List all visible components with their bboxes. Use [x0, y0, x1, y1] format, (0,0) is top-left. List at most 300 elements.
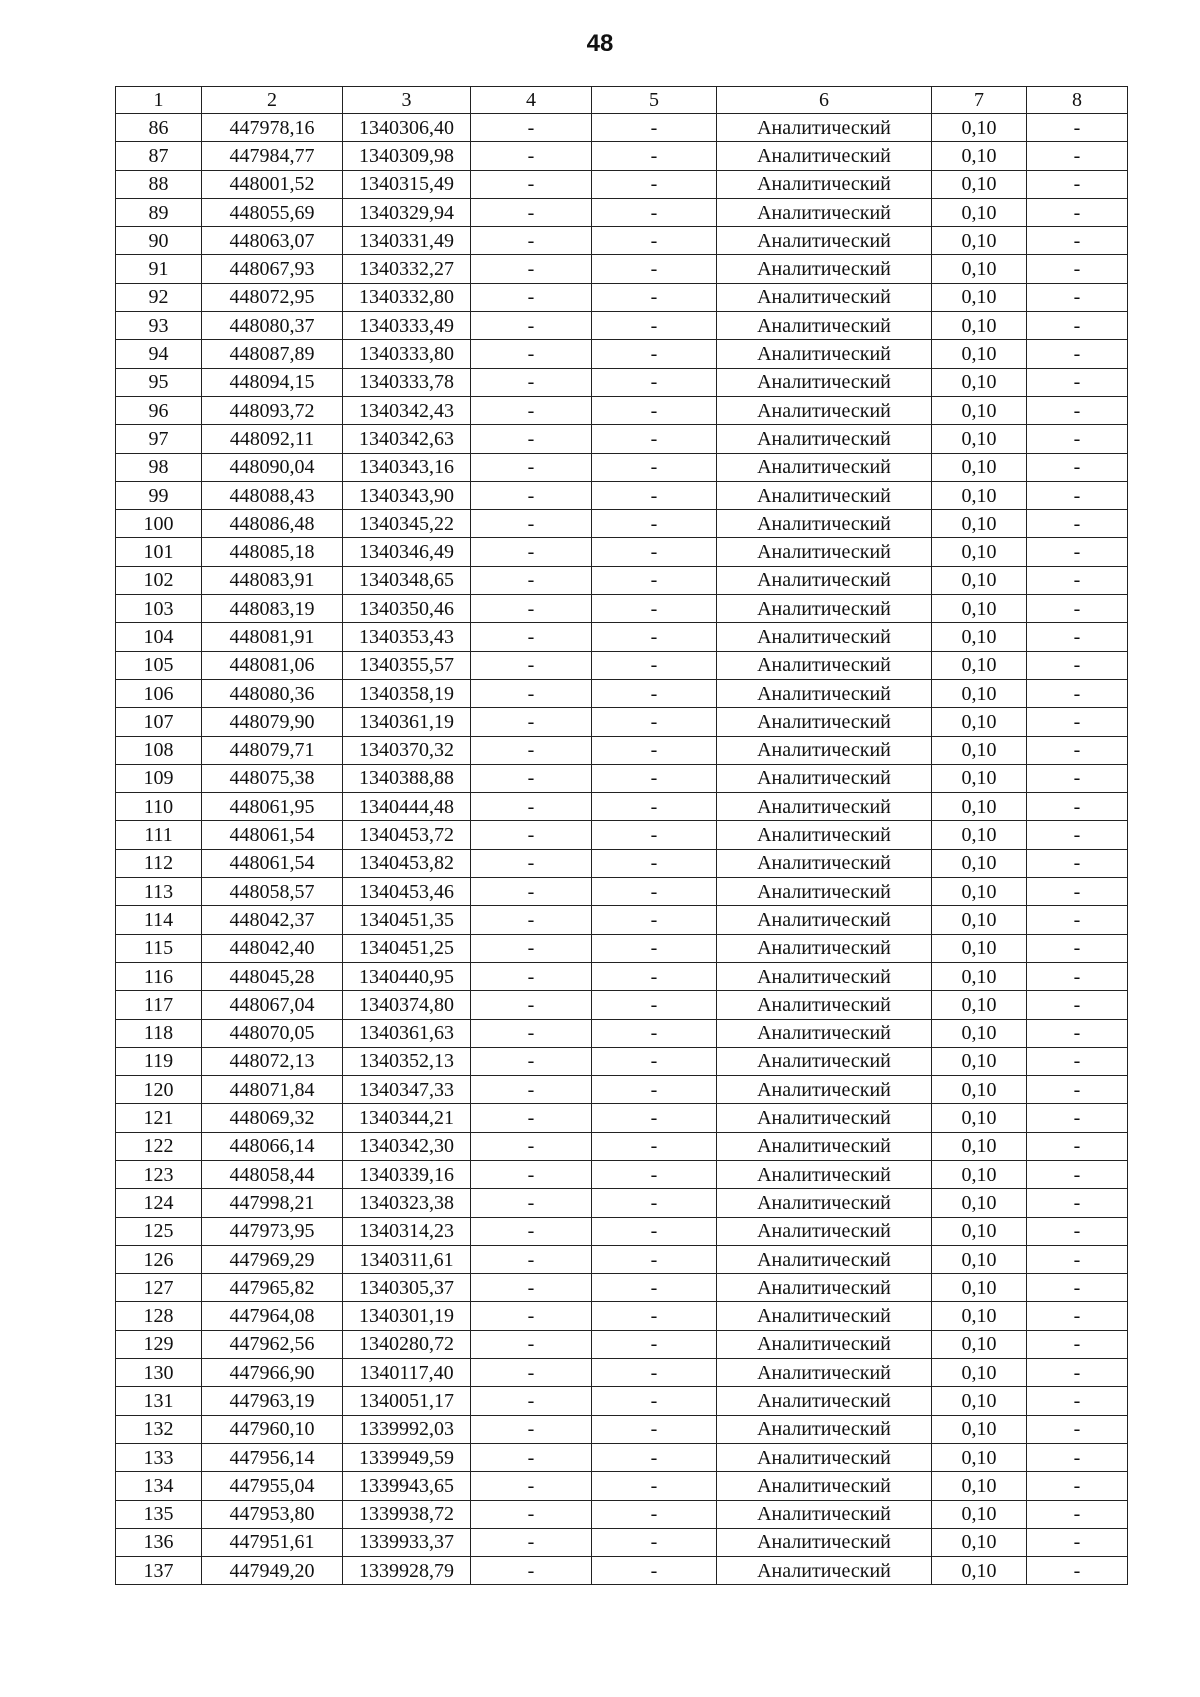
column-4-cell: -	[471, 878, 592, 906]
x-coordinate-cell: 447969,29	[202, 1245, 343, 1273]
accuracy-cell: 0,10	[932, 283, 1027, 311]
y-coordinate-cell: 1340315,49	[343, 170, 471, 198]
column-8-cell: -	[1027, 1104, 1128, 1132]
method-cell: Аналитический	[717, 1160, 932, 1188]
point-number-cell: 114	[116, 906, 202, 934]
point-number-cell: 122	[116, 1132, 202, 1160]
point-number-cell: 104	[116, 623, 202, 651]
column-5-cell: -	[592, 114, 717, 142]
column-8-cell: -	[1027, 1217, 1128, 1245]
y-coordinate-cell: 1340306,40	[343, 114, 471, 142]
point-number-cell: 91	[116, 255, 202, 283]
table-row	[116, 1019, 1128, 1047]
accuracy-cell: 0,10	[932, 906, 1027, 934]
y-coordinate-cell: 1340352,13	[343, 1047, 471, 1075]
column-5-cell: -	[592, 340, 717, 368]
method-cell: Аналитический	[717, 1019, 932, 1047]
x-coordinate-cell: 448058,44	[202, 1160, 343, 1188]
column-8-cell: -	[1027, 708, 1128, 736]
x-coordinate-cell: 447964,08	[202, 1302, 343, 1330]
x-coordinate-cell: 447984,77	[202, 142, 343, 170]
table-row	[116, 1387, 1128, 1415]
column-5-cell: -	[592, 821, 717, 849]
column-8-cell: -	[1027, 566, 1128, 594]
column-5-cell: -	[592, 481, 717, 509]
column-5-cell: -	[592, 962, 717, 990]
accuracy-cell: 0,10	[932, 368, 1027, 396]
column-4-cell: -	[471, 1160, 592, 1188]
table-row	[116, 793, 1128, 821]
point-number-cell: 113	[116, 878, 202, 906]
column-5-cell: -	[592, 1415, 717, 1443]
column-4-cell: -	[471, 1217, 592, 1245]
method-cell: Аналитический	[717, 170, 932, 198]
method-cell: Аналитический	[717, 1189, 932, 1217]
accuracy-cell: 0,10	[932, 849, 1027, 877]
method-cell: Аналитический	[717, 1302, 932, 1330]
y-coordinate-cell: 1340332,27	[343, 255, 471, 283]
point-number-cell: 137	[116, 1557, 202, 1585]
y-coordinate-cell: 1340332,80	[343, 283, 471, 311]
column-5-cell: -	[592, 425, 717, 453]
point-number-cell: 126	[116, 1245, 202, 1273]
accuracy-cell: 0,10	[932, 227, 1027, 255]
accuracy-cell: 0,10	[932, 878, 1027, 906]
column-4-cell: -	[471, 510, 592, 538]
column-8-cell: -	[1027, 821, 1128, 849]
accuracy-cell: 0,10	[932, 566, 1027, 594]
column-5-cell: -	[592, 793, 717, 821]
method-cell: Аналитический	[717, 566, 932, 594]
method-cell: Аналитический	[717, 651, 932, 679]
column-4-cell: -	[471, 1443, 592, 1471]
y-coordinate-cell: 1340348,65	[343, 566, 471, 594]
accuracy-cell: 0,10	[932, 1132, 1027, 1160]
column-5-cell: -	[592, 595, 717, 623]
accuracy-cell: 0,10	[932, 1076, 1027, 1104]
column-4-cell: -	[471, 1557, 592, 1585]
column-8-cell: -	[1027, 227, 1128, 255]
column-4-cell: -	[471, 425, 592, 453]
table-row	[116, 878, 1128, 906]
point-number-cell: 133	[116, 1443, 202, 1471]
accuracy-cell: 0,10	[932, 1104, 1027, 1132]
method-cell: Аналитический	[717, 1557, 932, 1585]
point-number-cell: 108	[116, 736, 202, 764]
accuracy-cell: 0,10	[932, 538, 1027, 566]
page-number: 48	[586, 30, 614, 57]
point-number-cell: 134	[116, 1472, 202, 1500]
y-coordinate-cell: 1340355,57	[343, 651, 471, 679]
column-4-cell: -	[471, 566, 592, 594]
column-8-cell: -	[1027, 878, 1128, 906]
table-row	[116, 566, 1128, 594]
y-coordinate-cell: 1340347,33	[343, 1076, 471, 1104]
x-coordinate-cell: 447963,19	[202, 1387, 343, 1415]
column-8-cell: -	[1027, 991, 1128, 1019]
y-coordinate-cell: 1340344,21	[343, 1104, 471, 1132]
x-coordinate-cell: 448072,95	[202, 283, 343, 311]
table-row	[116, 1528, 1128, 1556]
table-row	[116, 510, 1128, 538]
column-5-cell: -	[592, 227, 717, 255]
column-8-cell: -	[1027, 170, 1128, 198]
accuracy-cell: 0,10	[932, 340, 1027, 368]
method-cell: Аналитический	[717, 1076, 932, 1104]
accuracy-cell: 0,10	[932, 991, 1027, 1019]
accuracy-cell: 0,10	[932, 1472, 1027, 1500]
accuracy-cell: 0,10	[932, 1330, 1027, 1358]
accuracy-cell: 0,10	[932, 1302, 1027, 1330]
column-4-cell: -	[471, 1359, 592, 1387]
point-number-cell: 100	[116, 510, 202, 538]
accuracy-cell: 0,10	[932, 1189, 1027, 1217]
method-cell: Аналитический	[717, 198, 932, 226]
method-cell: Аналитический	[717, 227, 932, 255]
table-row	[116, 1274, 1128, 1302]
accuracy-cell: 0,10	[932, 1019, 1027, 1047]
column-8-cell: -	[1027, 283, 1128, 311]
method-cell: Аналитический	[717, 255, 932, 283]
x-coordinate-cell: 448093,72	[202, 396, 343, 424]
column-5-cell: -	[592, 396, 717, 424]
method-cell: Аналитический	[717, 142, 932, 170]
accuracy-cell: 0,10	[932, 453, 1027, 481]
table-row	[116, 849, 1128, 877]
x-coordinate-cell: 447965,82	[202, 1274, 343, 1302]
method-cell: Аналитический	[717, 1500, 932, 1528]
column-8-cell: -	[1027, 1274, 1128, 1302]
table-row	[116, 1415, 1128, 1443]
y-coordinate-cell: 1340323,38	[343, 1189, 471, 1217]
x-coordinate-cell: 448042,40	[202, 934, 343, 962]
method-cell: Аналитический	[717, 623, 932, 651]
column-8-cell: -	[1027, 1528, 1128, 1556]
x-coordinate-cell: 447951,61	[202, 1528, 343, 1556]
column-5-cell: -	[592, 623, 717, 651]
column-5-cell: -	[592, 368, 717, 396]
column-4-cell: -	[471, 1019, 592, 1047]
y-coordinate-cell: 1340342,43	[343, 396, 471, 424]
column-5-cell: -	[592, 1500, 717, 1528]
x-coordinate-cell: 448080,37	[202, 312, 343, 340]
column-8-cell: -	[1027, 142, 1128, 170]
y-coordinate-cell: 1340444,48	[343, 793, 471, 821]
method-cell: Аналитический	[717, 708, 932, 736]
point-number-cell: 101	[116, 538, 202, 566]
column-4-cell: -	[471, 849, 592, 877]
table-row	[116, 1189, 1128, 1217]
method-cell: Аналитический	[717, 764, 932, 792]
x-coordinate-cell: 447949,20	[202, 1557, 343, 1585]
y-coordinate-cell: 1340305,37	[343, 1274, 471, 1302]
x-coordinate-cell: 448081,06	[202, 651, 343, 679]
method-cell: Аналитический	[717, 510, 932, 538]
column-4-cell: -	[471, 991, 592, 1019]
table-body	[116, 87, 1128, 1585]
point-number-cell: 120	[116, 1076, 202, 1104]
column-8-cell: -	[1027, 651, 1128, 679]
column-4-cell: -	[471, 1528, 592, 1556]
column-4-cell: -	[471, 198, 592, 226]
column-8-cell: -	[1027, 481, 1128, 509]
column-4-cell: -	[471, 1132, 592, 1160]
column-4-cell: -	[471, 227, 592, 255]
point-number-cell: 93	[116, 312, 202, 340]
x-coordinate-cell: 448086,48	[202, 510, 343, 538]
column-5-cell: -	[592, 170, 717, 198]
method-cell: Аналитический	[717, 906, 932, 934]
column-header: 8	[1027, 87, 1128, 114]
y-coordinate-cell: 1340117,40	[343, 1359, 471, 1387]
point-number-cell: 121	[116, 1104, 202, 1132]
accuracy-cell: 0,10	[932, 962, 1027, 990]
method-cell: Аналитический	[717, 1132, 932, 1160]
x-coordinate-cell: 448066,14	[202, 1132, 343, 1160]
column-8-cell: -	[1027, 114, 1128, 142]
column-5-cell: -	[592, 991, 717, 1019]
coordinates-table	[115, 86, 1128, 1585]
table-row	[116, 368, 1128, 396]
x-coordinate-cell: 448055,69	[202, 198, 343, 226]
column-5-cell: -	[592, 934, 717, 962]
method-cell: Аналитический	[717, 1387, 932, 1415]
column-header: 1	[116, 87, 202, 114]
column-8-cell: -	[1027, 1132, 1128, 1160]
method-cell: Аналитический	[717, 481, 932, 509]
x-coordinate-cell: 448067,93	[202, 255, 343, 283]
column-8-cell: -	[1027, 453, 1128, 481]
point-number-cell: 94	[116, 340, 202, 368]
column-8-cell: -	[1027, 793, 1128, 821]
column-8-cell: -	[1027, 1387, 1128, 1415]
y-coordinate-cell: 1340453,82	[343, 849, 471, 877]
method-cell: Аналитический	[717, 934, 932, 962]
point-number-cell: 123	[116, 1160, 202, 1188]
x-coordinate-cell: 448071,84	[202, 1076, 343, 1104]
table-row	[116, 340, 1128, 368]
method-cell: Аналитический	[717, 962, 932, 990]
y-coordinate-cell: 1340342,30	[343, 1132, 471, 1160]
y-coordinate-cell: 1340440,95	[343, 962, 471, 990]
table-row	[116, 453, 1128, 481]
column-8-cell: -	[1027, 962, 1128, 990]
method-cell: Аналитический	[717, 1472, 932, 1500]
column-5-cell: -	[592, 510, 717, 538]
column-4-cell: -	[471, 1330, 592, 1358]
column-5-cell: -	[592, 1274, 717, 1302]
x-coordinate-cell: 448061,95	[202, 793, 343, 821]
table-row	[116, 991, 1128, 1019]
method-cell: Аналитический	[717, 1104, 932, 1132]
column-5-cell: -	[592, 566, 717, 594]
column-4-cell: -	[471, 623, 592, 651]
y-coordinate-cell: 1340339,16	[343, 1160, 471, 1188]
y-coordinate-cell: 1339949,59	[343, 1443, 471, 1471]
column-4-cell: -	[471, 679, 592, 707]
column-5-cell: -	[592, 1076, 717, 1104]
column-4-cell: -	[471, 255, 592, 283]
column-5-cell: -	[592, 1019, 717, 1047]
accuracy-cell: 0,10	[932, 255, 1027, 283]
point-number-cell: 129	[116, 1330, 202, 1358]
table-row	[116, 1330, 1128, 1358]
point-number-cell: 92	[116, 283, 202, 311]
y-coordinate-cell: 1339938,72	[343, 1500, 471, 1528]
point-number-cell: 119	[116, 1047, 202, 1075]
point-number-cell: 106	[116, 679, 202, 707]
point-number-cell: 97	[116, 425, 202, 453]
column-header: 4	[471, 87, 592, 114]
x-coordinate-cell: 448067,04	[202, 991, 343, 1019]
column-8-cell: -	[1027, 736, 1128, 764]
accuracy-cell: 0,10	[932, 170, 1027, 198]
x-coordinate-cell: 447973,95	[202, 1217, 343, 1245]
column-8-cell: -	[1027, 1415, 1128, 1443]
y-coordinate-cell: 1340311,61	[343, 1245, 471, 1273]
column-4-cell: -	[471, 1274, 592, 1302]
y-coordinate-cell: 1339928,79	[343, 1557, 471, 1585]
column-5-cell: -	[592, 906, 717, 934]
method-cell: Аналитический	[717, 821, 932, 849]
point-number-cell: 124	[116, 1189, 202, 1217]
accuracy-cell: 0,10	[932, 793, 1027, 821]
accuracy-cell: 0,10	[932, 764, 1027, 792]
method-cell: Аналитический	[717, 1528, 932, 1556]
accuracy-cell: 0,10	[932, 1245, 1027, 1273]
y-coordinate-cell: 1340051,17	[343, 1387, 471, 1415]
x-coordinate-cell: 447966,90	[202, 1359, 343, 1387]
column-5-cell: -	[592, 1047, 717, 1075]
point-number-cell: 118	[116, 1019, 202, 1047]
x-coordinate-cell: 448087,89	[202, 340, 343, 368]
y-coordinate-cell: 1339992,03	[343, 1415, 471, 1443]
column-8-cell: -	[1027, 510, 1128, 538]
x-coordinate-cell: 447955,04	[202, 1472, 343, 1500]
table-row	[116, 1104, 1128, 1132]
accuracy-cell: 0,10	[932, 934, 1027, 962]
method-cell: Аналитический	[717, 368, 932, 396]
column-5-cell: -	[592, 1217, 717, 1245]
method-cell: Аналитический	[717, 849, 932, 877]
method-cell: Аналитический	[717, 1330, 932, 1358]
y-coordinate-cell: 1340453,46	[343, 878, 471, 906]
column-8-cell: -	[1027, 1557, 1128, 1585]
table-row	[116, 142, 1128, 170]
point-number-cell: 109	[116, 764, 202, 792]
column-4-cell: -	[471, 114, 592, 142]
y-coordinate-cell: 1340314,23	[343, 1217, 471, 1245]
x-coordinate-cell: 448075,38	[202, 764, 343, 792]
y-coordinate-cell: 1340361,63	[343, 1019, 471, 1047]
accuracy-cell: 0,10	[932, 1217, 1027, 1245]
column-8-cell: -	[1027, 906, 1128, 934]
y-coordinate-cell: 1340333,80	[343, 340, 471, 368]
point-number-cell: 98	[116, 453, 202, 481]
table-row	[116, 1047, 1128, 1075]
column-8-cell: -	[1027, 1245, 1128, 1273]
accuracy-cell: 0,10	[932, 679, 1027, 707]
column-8-cell: -	[1027, 368, 1128, 396]
y-coordinate-cell: 1340331,49	[343, 227, 471, 255]
x-coordinate-cell: 447962,56	[202, 1330, 343, 1358]
column-5-cell: -	[592, 1189, 717, 1217]
table-row	[116, 538, 1128, 566]
column-8-cell: -	[1027, 1302, 1128, 1330]
point-number-cell: 125	[116, 1217, 202, 1245]
column-5-cell: -	[592, 453, 717, 481]
x-coordinate-cell: 448058,57	[202, 878, 343, 906]
column-8-cell: -	[1027, 1076, 1128, 1104]
point-number-cell: 96	[116, 396, 202, 424]
method-cell: Аналитический	[717, 396, 932, 424]
column-header: 6	[717, 87, 932, 114]
x-coordinate-cell: 448083,91	[202, 566, 343, 594]
column-5-cell: -	[592, 1160, 717, 1188]
y-coordinate-cell: 1340451,25	[343, 934, 471, 962]
point-number-cell: 107	[116, 708, 202, 736]
method-cell: Аналитический	[717, 283, 932, 311]
column-5-cell: -	[592, 255, 717, 283]
table-row	[116, 623, 1128, 651]
point-number-cell: 105	[116, 651, 202, 679]
table-row	[116, 1472, 1128, 1500]
column-5-cell: -	[592, 764, 717, 792]
y-coordinate-cell: 1340358,19	[343, 679, 471, 707]
table-row	[116, 312, 1128, 340]
table-row	[116, 227, 1128, 255]
x-coordinate-cell: 448088,43	[202, 481, 343, 509]
method-cell: Аналитический	[717, 453, 932, 481]
accuracy-cell: 0,10	[932, 396, 1027, 424]
column-4-cell: -	[471, 1047, 592, 1075]
column-8-cell: -	[1027, 538, 1128, 566]
point-number-cell: 111	[116, 821, 202, 849]
x-coordinate-cell: 448061,54	[202, 849, 343, 877]
x-coordinate-cell: 447960,10	[202, 1415, 343, 1443]
method-cell: Аналитический	[717, 312, 932, 340]
method-cell: Аналитический	[717, 736, 932, 764]
y-coordinate-cell: 1340451,35	[343, 906, 471, 934]
table-row	[116, 170, 1128, 198]
column-5-cell: -	[592, 312, 717, 340]
accuracy-cell: 0,10	[932, 312, 1027, 340]
column-8-cell: -	[1027, 198, 1128, 226]
column-5-cell: -	[592, 708, 717, 736]
x-coordinate-cell: 448080,36	[202, 679, 343, 707]
x-coordinate-cell: 448094,15	[202, 368, 343, 396]
column-8-cell: -	[1027, 396, 1128, 424]
column-4-cell: -	[471, 651, 592, 679]
point-number-cell: 110	[116, 793, 202, 821]
table-row	[116, 1245, 1128, 1273]
table-row	[116, 764, 1128, 792]
column-4-cell: -	[471, 312, 592, 340]
column-8-cell: -	[1027, 1019, 1128, 1047]
x-coordinate-cell: 448072,13	[202, 1047, 343, 1075]
column-5-cell: -	[592, 679, 717, 707]
column-8-cell: -	[1027, 1443, 1128, 1471]
column-4-cell: -	[471, 396, 592, 424]
column-4-cell: -	[471, 1104, 592, 1132]
column-4-cell: -	[471, 481, 592, 509]
accuracy-cell: 0,10	[932, 1387, 1027, 1415]
column-5-cell: -	[592, 1302, 717, 1330]
point-number-cell: 135	[116, 1500, 202, 1528]
column-5-cell: -	[592, 736, 717, 764]
x-coordinate-cell: 448061,54	[202, 821, 343, 849]
column-8-cell: -	[1027, 1359, 1128, 1387]
